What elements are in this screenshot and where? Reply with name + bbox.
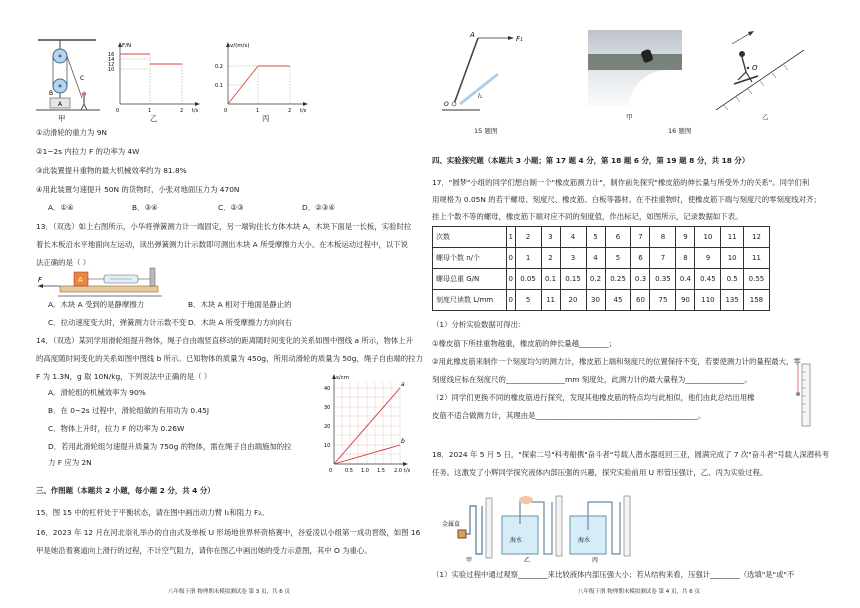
rubber-band-figure [790, 362, 820, 428]
q14-graph-tick-x: 0 [329, 468, 333, 474]
lever-figure [440, 28, 536, 116]
graph-yi-xunit: t/s [192, 108, 199, 114]
q12-option: ①动滑轮的重力为 9N [36, 128, 107, 137]
table-cell: 4 [586, 248, 605, 269]
q14-graph-tick-y: 40 [324, 386, 331, 392]
table-cell: 1 [507, 227, 516, 248]
pulley-label-b: B [49, 90, 54, 97]
table-cell: 7 [631, 227, 650, 248]
table-cell: 0 [507, 269, 516, 290]
table-cell: 5 [605, 248, 631, 269]
fig15-caption: 15 题图 [474, 127, 498, 135]
q12-choice: C．②③ [218, 203, 244, 212]
table-cell: 10 [721, 248, 744, 269]
distance-time-graph [312, 370, 412, 476]
q17-sub: （1）分析实验数据可得出： [432, 320, 526, 329]
table-cell: 0.5 [721, 269, 744, 290]
right-footer: 八年级下册 物理期末模拟测试卷 第 4 页，共 6 页 [578, 589, 700, 595]
q17-text: 用规格为 0.05N 的若干螺母、刻度尺、橡皮筋、白板等器材。在不挂重物时，使橡皮筋下端与刻度尺的零刻度线对齐； [432, 195, 821, 204]
q13-block-label: A [78, 276, 83, 284]
q14-line-a-label: a [401, 381, 405, 388]
q18-text: 18．2024 年 5 月 5 日，"探索二号"科考船携"奋斗者"号载人潜水器返回三亚，圆满完成了 7 次"奋斗者"号载人深潜科考 [432, 450, 829, 459]
q14-graph-tick-x: 2.0 [394, 468, 402, 474]
table-cell: 90 [676, 290, 695, 311]
pressure-gauge-figure [440, 486, 640, 564]
table-cell: 135 [721, 290, 744, 311]
q15-text: 15．图 15 中的杠杆处于平衡状态，请在图中画出动力臂 l₁和阻力 F₂。 [36, 508, 269, 517]
fig18-label-yi: 乙 [524, 557, 531, 564]
graph-yi-tick-y: 14 [108, 57, 115, 63]
q14-choice: C．物体上升时，拉力 F 的功率为 0.26W [48, 424, 185, 433]
table-cell: 11 [721, 227, 744, 248]
q13-force-label: F [38, 276, 43, 284]
q14-line-b-label: b [401, 438, 405, 445]
fig16-label-jia: 甲 [626, 113, 633, 121]
table-row-header: 螺母总重 G/N [433, 269, 507, 290]
q14-choice: A．滑轮组的机械效率为 90% [48, 388, 146, 397]
table-cell: 0.2 [586, 269, 605, 290]
table-cell: 6 [605, 227, 631, 248]
table-cell: 0.1 [541, 269, 560, 290]
graph-yi-tick-y: 12 [108, 62, 115, 68]
fig15-label-a: A [470, 31, 475, 39]
fig16-label-yi: 乙 [762, 113, 769, 121]
fig-label-jia: 甲 [58, 114, 66, 123]
q14-graph-ylabel: s/cm [336, 375, 350, 381]
fig15-label-o: O [444, 101, 449, 108]
graph-bing-ylabel: v/(m/s) [230, 43, 250, 49]
table-cell: 158 [743, 290, 769, 311]
table-cell: 8 [650, 227, 676, 248]
table-cell: 9 [676, 227, 695, 248]
graph-bing-tick-x: 0 [224, 108, 228, 114]
table-row-header: 刻度尺读数 L/mm [433, 290, 507, 311]
table-row [433, 269, 770, 290]
graph-yi-tick-x: 0 [116, 108, 120, 114]
fig18-sea-label: 海水 [510, 537, 523, 544]
velocity-time-graph [214, 40, 314, 118]
table-row [433, 290, 770, 311]
table-cell: 5 [515, 290, 541, 311]
q17-sub: 皮筋不适合做测力计，其理由是____________________________________________。 [432, 411, 706, 420]
table-cell: 0.05 [515, 269, 541, 290]
q14-graph-tick-y: 30 [324, 405, 331, 411]
table-cell: 12 [743, 227, 769, 248]
table-cell: 0.3 [631, 269, 650, 290]
q12-choice: B．③④ [132, 203, 158, 212]
graph-bing-tick-y: 0.1 [215, 83, 223, 89]
table-cell: 0 [507, 248, 516, 269]
table-cell: 11 [743, 248, 769, 269]
q13-choice: D．木块 A 所受摩擦力方向向右 [188, 318, 293, 327]
table-cell: 0 [507, 290, 516, 311]
q14-text: 14．（双选）某同学用滑轮组提升物体，绳子自由端竖直移动的距离随时间变化的关系如图中图线 a 所示，物体上升 [36, 336, 414, 345]
q14-graph-tick-x: 1.0 [361, 468, 369, 474]
graph-bing-tick-y: 0.2 [215, 64, 223, 70]
data-table [432, 226, 770, 311]
fig18-sea-label: 海水 [578, 537, 591, 544]
section3-title: 三、作图题（本题共 2 小题，每小题 2 分，共 4 分） [36, 486, 215, 495]
graph-bing-xunit: t/s [300, 108, 307, 114]
table-cell: 9 [695, 248, 721, 269]
pulley-label-c: C [80, 75, 85, 82]
table-row-header: 螺母个数 n/个 [433, 248, 507, 269]
table-row [433, 227, 770, 248]
table-cell: 0.45 [695, 269, 721, 290]
q14-choice: B．在 0~2s 过程中，滑轮组做的有用功为 0.45J [48, 406, 210, 415]
q13-text: 着长木板沿水平地面向左运动，读出弹簧测力计示数即可测出木块 A 所受摩擦力大小。在木板运动过程中，以下说 [36, 240, 408, 249]
pulley-label-a: A [58, 101, 63, 108]
table-cell: 2 [541, 248, 560, 269]
table-cell: 2 [515, 227, 541, 248]
fig18-label-bing: 丙 [592, 557, 599, 564]
graph-bing-tick-x: 1 [256, 108, 260, 114]
graph-bing-tick-x: 2 [288, 108, 292, 114]
table-cell: 7 [650, 248, 676, 269]
table-cell: 5 [586, 227, 605, 248]
q14-graph-tick-x: 1.5 [377, 468, 385, 474]
q14-choice: D．若用此滑轮组匀速提升质量为 750g 的物体，需在绳子自由端施加的拉 [48, 442, 292, 451]
q13-text: 13．（双选）如上右图所示，小华将弹簧测力计一端固定，另一端钩住长方体木块 A，木块下面是一长板，实验时拉 [36, 222, 412, 231]
graph-yi-tick-x: 2 [180, 108, 184, 114]
q14-graph-xunit: t/s [404, 468, 411, 474]
pulley-figure [36, 38, 102, 114]
table-row [433, 248, 770, 269]
table-cell: 0.35 [650, 269, 676, 290]
q16-text: 16．2023 年 12 月在河北崇礼举办的自由式及单板 U 形场地世界杯资格赛中，谷爱凌以小组第一成功晋级，如图 16 [36, 528, 421, 537]
q17-sub: ①橡皮筋下所挂重物越重，橡皮筋的伸长量越________； [432, 339, 617, 348]
table-cell: 0.55 [743, 269, 769, 290]
q18-text: 任务。这激发了小辉同学探究液体内部压强的兴趣，探究实验前用 U 形管压强计，乙、丙为实验过程。 [432, 468, 768, 477]
q16-text: 甲是她沿着赛道向上滑行的过程，不计空气阻力，请你在图乙中画出她的受力示意图，其中 O 为重心。 [36, 546, 372, 555]
left-footer: 八年级下册 物理期末模拟测试卷 第 3 页，共 6 页 [168, 589, 290, 595]
fig16-label-o: O [752, 64, 758, 72]
table-cell: 110 [695, 290, 721, 311]
graph-yi-tick-y: 16 [108, 52, 115, 58]
fig18-label-jia: 甲 [466, 557, 473, 564]
table-cell: 20 [560, 290, 586, 311]
q12-choice: A．①④ [48, 203, 74, 212]
fig16-caption: 16 题图 [668, 127, 692, 135]
table-cell: 75 [650, 290, 676, 311]
table-cell: 0.25 [605, 269, 631, 290]
graph-yi-tick-x: 1 [148, 108, 152, 114]
table-cell: 10 [695, 227, 721, 248]
q13-text: 法正确的是（ ） [36, 258, 91, 267]
snowboard-photo [588, 30, 682, 106]
q14-graph-tick-y: 20 [324, 424, 331, 430]
fig-label-yi: 乙 [150, 114, 158, 123]
q17-sub: 刻度线应标在刻度尺的________________mm 刻度处，此测力计的最大量程为________________。 [432, 375, 752, 384]
q17-sub: （2）同学们更换不同的橡皮筋进行探究，发现其他橡皮筋的特点均与此相似，他们由此总结出用橡 [432, 393, 755, 402]
graph-yi-tick-y: 10 [108, 67, 115, 73]
q14-text: F 为 1.3N，g 取 10N/kg，下列说法中正确的是（ ） [36, 372, 212, 381]
fig15-label-l1: l₁ [478, 93, 483, 100]
table-cell: 30 [586, 290, 605, 311]
q13-choice: B．木块 A 相对于地面是静止的 [188, 300, 292, 309]
force-time-graph [106, 40, 206, 118]
q12-option: ④用此装置匀速提升 50N 的货物时，小张对地面压力为 470N [36, 185, 240, 194]
section4-title: 四、实验探究题（本题共 3 小题；第 17 题 4 分，第 18 题 6 分，第 19 题 8 分，共 18 分） [432, 156, 750, 165]
q14-graph-tick-x: 0.5 [345, 468, 353, 474]
q17-sub: ②用此橡皮筋来制作一个刻度均匀的测力计，橡皮筋上端和刻度尺的位置保持不变，若要使测力计的量程最大，零 [432, 357, 801, 366]
q17-text: 17．"圆梦"小组的同学们想自制一个"橡皮筋测力计"，制作前先探究"橡皮筋的伸长量与所受外力的关系"。同学们利 [432, 178, 810, 187]
q13-choice: C．拉动速度变大时，弹簧测力计示数不变 [48, 318, 187, 327]
table-cell: 4 [560, 227, 586, 248]
q13-figure [38, 264, 168, 300]
q13-choice: A．木块 A 受到的是静摩擦力 [48, 300, 145, 309]
table-cell: 6 [631, 248, 650, 269]
q14-choice: 力 F 应为 2N [48, 458, 92, 467]
q17-text: 挂上个数不等的螺母，橡皮筋下端对应不同的刻度值，作出标记，如图所示，记录数据如下表。 [432, 212, 743, 221]
q12-choice: D．②③④ [302, 203, 335, 212]
q14-graph-tick-y: 10 [324, 443, 331, 449]
q12-option: ②1~2s 内拉力 F 的功率为 4W [36, 147, 140, 156]
slope-figure [712, 30, 808, 114]
table-cell: 1 [515, 248, 541, 269]
table-cell: 0.15 [560, 269, 586, 290]
table-cell: 8 [676, 248, 695, 269]
table-row-header: 次数 [433, 227, 507, 248]
q18-sub: （1）实验过程中通过观察________来比较液体内部压强大小；若从结构来看，压强计________（选填"是"或"不 [432, 570, 795, 579]
fig15-label-f1: F₁ [516, 35, 523, 43]
graph-yi-ylabel: F/N [122, 43, 132, 49]
q12-option: ③此装置提升重物的最大机械效率约为 81.8% [36, 166, 187, 175]
table-cell: 0.4 [676, 269, 695, 290]
table-cell: 60 [631, 290, 650, 311]
q14-text: 的高度随时间变化的关系如图中图线 b 所示。已知物体的质量为 450g，所用动滑轮的质量为 50g，绳子自由端的拉力 [36, 354, 423, 363]
table-cell: 45 [605, 290, 631, 311]
table-cell: 3 [560, 248, 586, 269]
table-cell: 3 [541, 227, 560, 248]
table-cell: 11 [541, 290, 560, 311]
fig-label-bing: 丙 [262, 114, 270, 123]
fig18-box-label: 金属盒 [442, 521, 461, 528]
